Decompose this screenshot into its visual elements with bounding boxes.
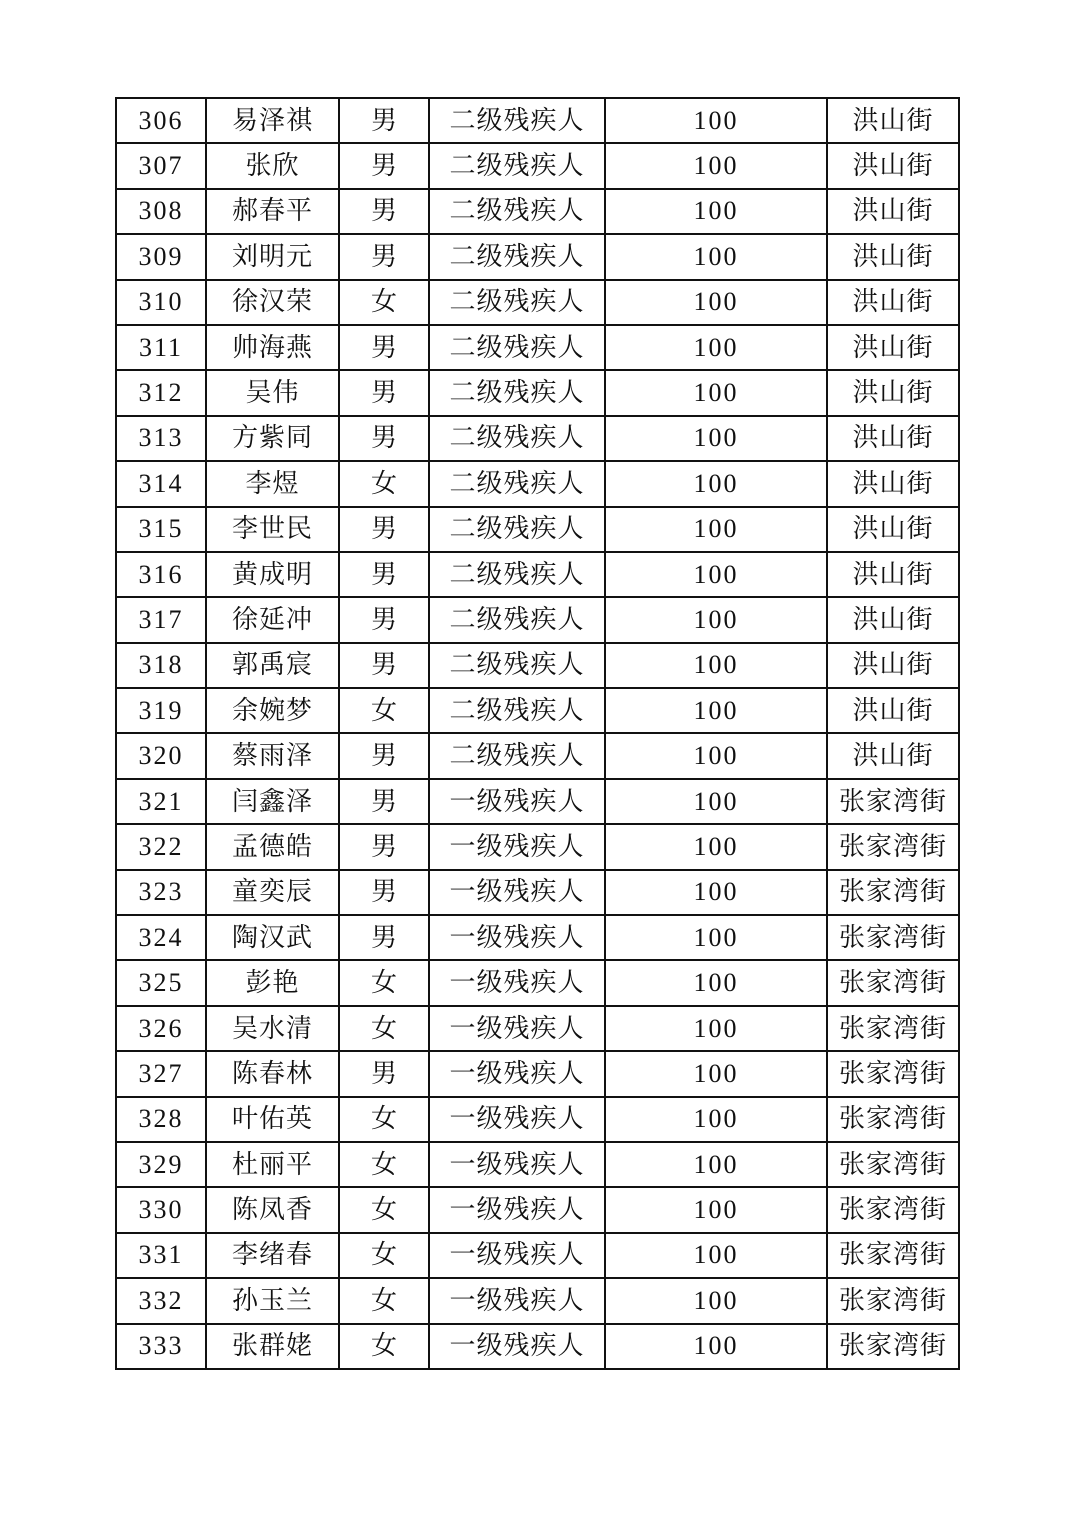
street-cell: 洪山街 bbox=[827, 325, 959, 370]
street-cell: 张家湾街 bbox=[827, 960, 959, 1005]
gender-cell: 女 bbox=[339, 1187, 429, 1232]
disability-level-cell: 二级残疾人 bbox=[429, 370, 605, 415]
street-cell: 洪山街 bbox=[827, 552, 959, 597]
amount-cell: 100 bbox=[605, 1051, 827, 1096]
disability-level-cell: 二级残疾人 bbox=[429, 552, 605, 597]
amount-cell: 100 bbox=[605, 370, 827, 415]
serial-number-cell: 311 bbox=[116, 325, 206, 370]
amount-cell: 100 bbox=[605, 1006, 827, 1051]
table-row bbox=[116, 1006, 959, 1051]
table-row bbox=[116, 1278, 959, 1323]
amount-cell: 100 bbox=[605, 325, 827, 370]
name-cell: 徐延冲 bbox=[206, 597, 339, 642]
serial-number-cell: 306 bbox=[116, 98, 206, 143]
name-cell: 叶佑英 bbox=[206, 1097, 339, 1142]
serial-number-cell: 323 bbox=[116, 870, 206, 915]
amount-cell: 100 bbox=[605, 733, 827, 778]
name-cell: 闫鑫泽 bbox=[206, 779, 339, 824]
street-cell: 张家湾街 bbox=[827, 915, 959, 960]
gender-cell: 女 bbox=[339, 461, 429, 506]
gender-cell: 女 bbox=[339, 1278, 429, 1323]
disability-level-cell: 二级残疾人 bbox=[429, 507, 605, 552]
disability-level-cell: 二级残疾人 bbox=[429, 325, 605, 370]
serial-number-cell: 322 bbox=[116, 824, 206, 869]
name-cell: 李煜 bbox=[206, 461, 339, 506]
street-cell: 洪山街 bbox=[827, 234, 959, 279]
name-cell: 刘明元 bbox=[206, 234, 339, 279]
table-row bbox=[116, 1097, 959, 1142]
table-row bbox=[116, 98, 959, 143]
table-row bbox=[116, 234, 959, 279]
gender-cell: 男 bbox=[339, 870, 429, 915]
table-row bbox=[116, 189, 959, 234]
amount-cell: 100 bbox=[605, 98, 827, 143]
street-cell: 张家湾街 bbox=[827, 1187, 959, 1232]
table-row bbox=[116, 870, 959, 915]
street-cell: 洪山街 bbox=[827, 688, 959, 733]
table-row bbox=[116, 1187, 959, 1232]
disability-level-cell: 二级残疾人 bbox=[429, 597, 605, 642]
street-cell: 洪山街 bbox=[827, 416, 959, 461]
table-row bbox=[116, 733, 959, 778]
table-row bbox=[116, 1324, 959, 1369]
disability-level-cell: 二级残疾人 bbox=[429, 461, 605, 506]
street-cell: 洪山街 bbox=[827, 98, 959, 143]
table-row bbox=[116, 370, 959, 415]
table-row bbox=[116, 824, 959, 869]
amount-cell: 100 bbox=[605, 824, 827, 869]
disability-level-cell: 一级残疾人 bbox=[429, 824, 605, 869]
gender-cell: 男 bbox=[339, 507, 429, 552]
amount-cell: 100 bbox=[605, 189, 827, 234]
name-cell: 杜丽平 bbox=[206, 1142, 339, 1187]
amount-cell: 100 bbox=[605, 416, 827, 461]
name-cell: 童奕辰 bbox=[206, 870, 339, 915]
table-row bbox=[116, 1051, 959, 1096]
amount-cell: 100 bbox=[605, 779, 827, 824]
gender-cell: 男 bbox=[339, 1051, 429, 1096]
disability-level-cell: 二级残疾人 bbox=[429, 688, 605, 733]
street-cell: 洪山街 bbox=[827, 507, 959, 552]
serial-number-cell: 308 bbox=[116, 189, 206, 234]
table-row bbox=[116, 1142, 959, 1187]
name-cell: 李绪春 bbox=[206, 1233, 339, 1278]
table-row bbox=[116, 461, 959, 506]
name-cell: 帅海燕 bbox=[206, 325, 339, 370]
name-cell: 黄成明 bbox=[206, 552, 339, 597]
amount-cell: 100 bbox=[605, 915, 827, 960]
name-cell: 彭艳 bbox=[206, 960, 339, 1005]
amount-cell: 100 bbox=[605, 280, 827, 325]
amount-cell: 100 bbox=[605, 1187, 827, 1232]
serial-number-cell: 318 bbox=[116, 643, 206, 688]
disability-level-cell: 二级残疾人 bbox=[429, 234, 605, 279]
disability-level-cell: 一级残疾人 bbox=[429, 1278, 605, 1323]
table-row bbox=[116, 552, 959, 597]
street-cell: 洪山街 bbox=[827, 143, 959, 188]
street-cell: 张家湾街 bbox=[827, 779, 959, 824]
gender-cell: 男 bbox=[339, 552, 429, 597]
disability-level-cell: 一级残疾人 bbox=[429, 1324, 605, 1369]
serial-number-cell: 314 bbox=[116, 461, 206, 506]
disability-level-cell: 一级残疾人 bbox=[429, 870, 605, 915]
serial-number-cell: 312 bbox=[116, 370, 206, 415]
street-cell: 张家湾街 bbox=[827, 870, 959, 915]
disability-level-cell: 二级残疾人 bbox=[429, 733, 605, 778]
table-row bbox=[116, 779, 959, 824]
amount-cell: 100 bbox=[605, 1324, 827, 1369]
name-cell: 陈凤香 bbox=[206, 1187, 339, 1232]
disability-level-cell: 一级残疾人 bbox=[429, 1233, 605, 1278]
serial-number-cell: 325 bbox=[116, 960, 206, 1005]
disability-level-cell: 二级残疾人 bbox=[429, 416, 605, 461]
name-cell: 张欣 bbox=[206, 143, 339, 188]
disability-level-cell: 二级残疾人 bbox=[429, 643, 605, 688]
gender-cell: 男 bbox=[339, 416, 429, 461]
street-cell: 张家湾街 bbox=[827, 824, 959, 869]
street-cell: 张家湾街 bbox=[827, 1006, 959, 1051]
gender-cell: 女 bbox=[339, 1142, 429, 1187]
serial-number-cell: 330 bbox=[116, 1187, 206, 1232]
gender-cell: 男 bbox=[339, 143, 429, 188]
street-cell: 张家湾街 bbox=[827, 1233, 959, 1278]
amount-cell: 100 bbox=[605, 234, 827, 279]
table-row bbox=[116, 280, 959, 325]
name-cell: 李世民 bbox=[206, 507, 339, 552]
disability-level-cell: 一级残疾人 bbox=[429, 1006, 605, 1051]
street-cell: 洪山街 bbox=[827, 643, 959, 688]
amount-cell: 100 bbox=[605, 688, 827, 733]
amount-cell: 100 bbox=[605, 552, 827, 597]
street-cell: 张家湾街 bbox=[827, 1324, 959, 1369]
amount-cell: 100 bbox=[605, 1278, 827, 1323]
table-row bbox=[116, 507, 959, 552]
table-row bbox=[116, 915, 959, 960]
serial-number-cell: 333 bbox=[116, 1324, 206, 1369]
disability-level-cell: 二级残疾人 bbox=[429, 143, 605, 188]
recipient-table bbox=[115, 97, 960, 1370]
serial-number-cell: 329 bbox=[116, 1142, 206, 1187]
amount-cell: 100 bbox=[605, 507, 827, 552]
name-cell: 陈春林 bbox=[206, 1051, 339, 1096]
amount-cell: 100 bbox=[605, 960, 827, 1005]
serial-number-cell: 315 bbox=[116, 507, 206, 552]
name-cell: 余婉梦 bbox=[206, 688, 339, 733]
gender-cell: 男 bbox=[339, 643, 429, 688]
amount-cell: 100 bbox=[605, 597, 827, 642]
serial-number-cell: 328 bbox=[116, 1097, 206, 1142]
serial-number-cell: 319 bbox=[116, 688, 206, 733]
street-cell: 张家湾街 bbox=[827, 1097, 959, 1142]
amount-cell: 100 bbox=[605, 461, 827, 506]
serial-number-cell: 307 bbox=[116, 143, 206, 188]
serial-number-cell: 332 bbox=[116, 1278, 206, 1323]
street-cell: 洪山街 bbox=[827, 280, 959, 325]
gender-cell: 男 bbox=[339, 325, 429, 370]
gender-cell: 男 bbox=[339, 370, 429, 415]
amount-cell: 100 bbox=[605, 1097, 827, 1142]
street-cell: 洪山街 bbox=[827, 461, 959, 506]
disability-level-cell: 二级残疾人 bbox=[429, 189, 605, 234]
serial-number-cell: 313 bbox=[116, 416, 206, 461]
serial-number-cell: 324 bbox=[116, 915, 206, 960]
amount-cell: 100 bbox=[605, 1233, 827, 1278]
serial-number-cell: 316 bbox=[116, 552, 206, 597]
name-cell: 郭禹宸 bbox=[206, 643, 339, 688]
gender-cell: 男 bbox=[339, 597, 429, 642]
name-cell: 陶汉武 bbox=[206, 915, 339, 960]
amount-cell: 100 bbox=[605, 870, 827, 915]
disability-level-cell: 一级残疾人 bbox=[429, 1051, 605, 1096]
serial-number-cell: 326 bbox=[116, 1006, 206, 1051]
amount-cell: 100 bbox=[605, 1142, 827, 1187]
disability-level-cell: 一级残疾人 bbox=[429, 960, 605, 1005]
disability-level-cell: 一级残疾人 bbox=[429, 1187, 605, 1232]
gender-cell: 女 bbox=[339, 960, 429, 1005]
serial-number-cell: 321 bbox=[116, 779, 206, 824]
serial-number-cell: 317 bbox=[116, 597, 206, 642]
name-cell: 易泽祺 bbox=[206, 98, 339, 143]
disability-level-cell: 二级残疾人 bbox=[429, 98, 605, 143]
table-row bbox=[116, 643, 959, 688]
disability-level-cell: 一级残疾人 bbox=[429, 915, 605, 960]
name-cell: 孙玉兰 bbox=[206, 1278, 339, 1323]
name-cell: 孟德皓 bbox=[206, 824, 339, 869]
street-cell: 洪山街 bbox=[827, 189, 959, 234]
table-row bbox=[116, 143, 959, 188]
name-cell: 蔡雨泽 bbox=[206, 733, 339, 778]
table-row bbox=[116, 1233, 959, 1278]
name-cell: 张群姥 bbox=[206, 1324, 339, 1369]
name-cell: 徐汉荣 bbox=[206, 280, 339, 325]
disability-level-cell: 一级残疾人 bbox=[429, 1142, 605, 1187]
gender-cell: 女 bbox=[339, 1006, 429, 1051]
serial-number-cell: 309 bbox=[116, 234, 206, 279]
serial-number-cell: 331 bbox=[116, 1233, 206, 1278]
street-cell: 张家湾街 bbox=[827, 1051, 959, 1096]
gender-cell: 女 bbox=[339, 688, 429, 733]
serial-number-cell: 327 bbox=[116, 1051, 206, 1096]
gender-cell: 女 bbox=[339, 280, 429, 325]
gender-cell: 男 bbox=[339, 98, 429, 143]
amount-cell: 100 bbox=[605, 643, 827, 688]
name-cell: 吴伟 bbox=[206, 370, 339, 415]
gender-cell: 男 bbox=[339, 779, 429, 824]
gender-cell: 男 bbox=[339, 189, 429, 234]
gender-cell: 女 bbox=[339, 1097, 429, 1142]
gender-cell: 女 bbox=[339, 1233, 429, 1278]
name-cell: 郝春平 bbox=[206, 189, 339, 234]
street-cell: 张家湾街 bbox=[827, 1278, 959, 1323]
serial-number-cell: 310 bbox=[116, 280, 206, 325]
table-row bbox=[116, 325, 959, 370]
street-cell: 洪山街 bbox=[827, 370, 959, 415]
name-cell: 吴水清 bbox=[206, 1006, 339, 1051]
disability-level-cell: 一级残疾人 bbox=[429, 779, 605, 824]
table-row bbox=[116, 688, 959, 733]
gender-cell: 男 bbox=[339, 824, 429, 869]
gender-cell: 男 bbox=[339, 234, 429, 279]
name-cell: 方紫同 bbox=[206, 416, 339, 461]
street-cell: 洪山街 bbox=[827, 733, 959, 778]
amount-cell: 100 bbox=[605, 143, 827, 188]
serial-number-cell: 320 bbox=[116, 733, 206, 778]
table-row bbox=[116, 597, 959, 642]
street-cell: 张家湾街 bbox=[827, 1142, 959, 1187]
gender-cell: 男 bbox=[339, 915, 429, 960]
gender-cell: 女 bbox=[339, 1324, 429, 1369]
gender-cell: 男 bbox=[339, 733, 429, 778]
table-row bbox=[116, 960, 959, 1005]
disability-level-cell: 二级残疾人 bbox=[429, 280, 605, 325]
disability-level-cell: 一级残疾人 bbox=[429, 1097, 605, 1142]
recipient-table-body bbox=[116, 98, 959, 1369]
street-cell: 洪山街 bbox=[827, 597, 959, 642]
table-row bbox=[116, 416, 959, 461]
